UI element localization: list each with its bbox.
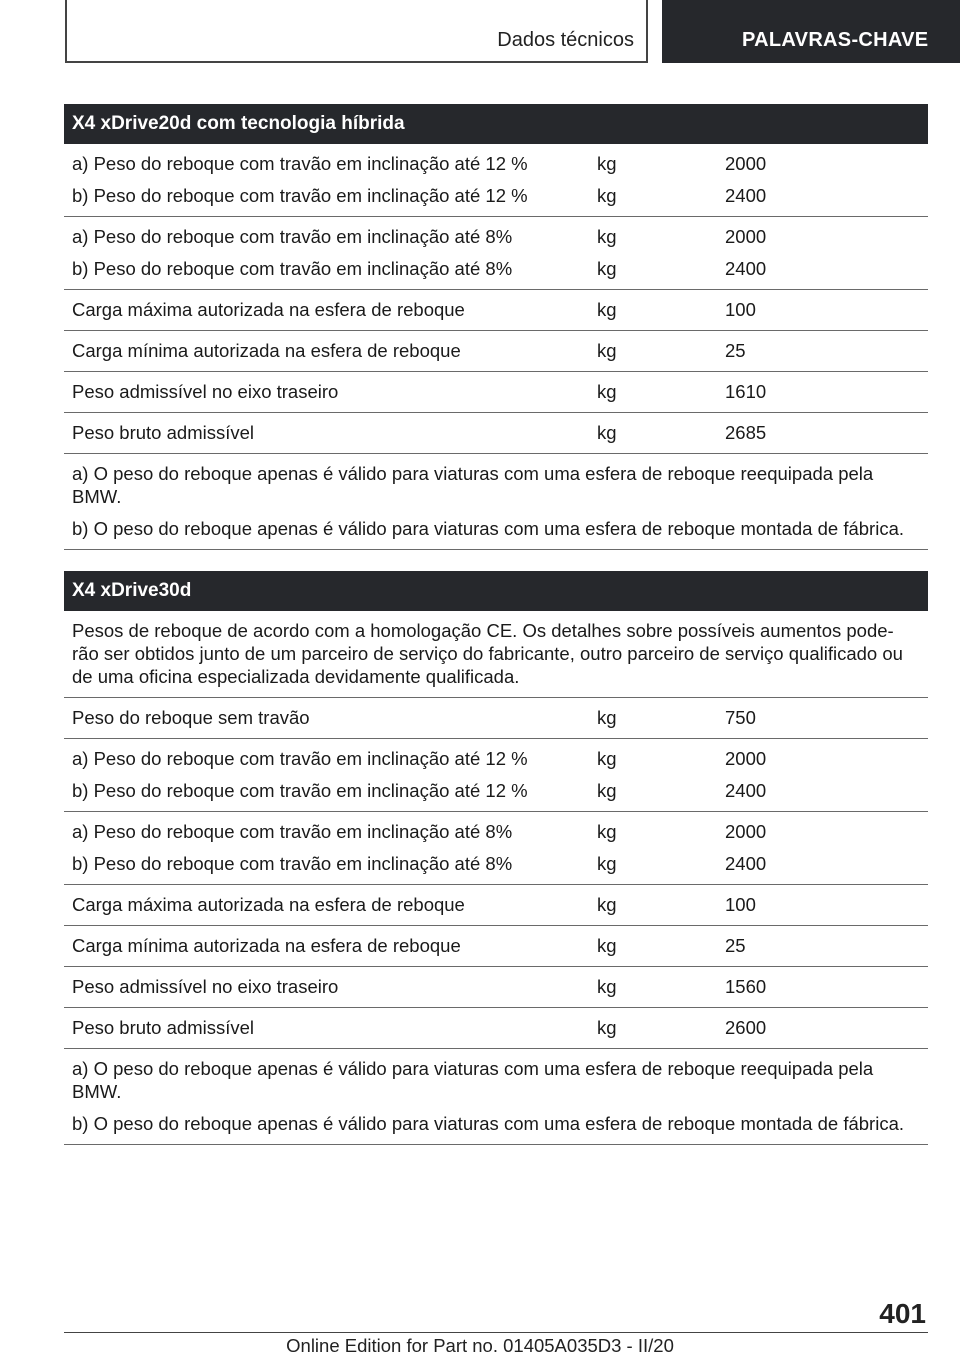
row-label: Peso bruto admissível xyxy=(72,422,255,443)
section-title: X4 xDrive30d xyxy=(64,571,928,611)
row-label: Carga máxima autorizada na esfera de reboque xyxy=(72,299,465,320)
row-value: 2685 xyxy=(725,422,767,443)
table-line xyxy=(64,893,928,916)
table-line xyxy=(64,934,928,957)
row-value: 2000 xyxy=(725,226,767,247)
header-title: Dados técnicos xyxy=(497,29,634,51)
row-value: 25 xyxy=(725,340,746,361)
row-label: a) Peso do reboque com travão em inclinação até 12 % xyxy=(72,153,528,174)
row-label: Peso admissível no eixo traseiro xyxy=(72,381,339,402)
footer-divider xyxy=(64,1332,928,1333)
row-label: Carga máxima autorizada na esfera de reboque xyxy=(72,894,465,915)
table-row xyxy=(64,926,928,967)
row-value: 2000 xyxy=(725,748,767,769)
table-row xyxy=(64,331,928,372)
footnotes xyxy=(64,1049,928,1145)
table-line xyxy=(64,852,928,875)
row-unit: kg xyxy=(597,707,617,728)
row-label: Peso bruto admissível xyxy=(72,1017,255,1038)
row-unit: kg xyxy=(597,422,617,443)
row-value: 2000 xyxy=(725,821,767,842)
table-row xyxy=(64,812,928,885)
row-value: 2400 xyxy=(725,185,767,206)
table-row xyxy=(64,372,928,413)
row-value: 2000 xyxy=(725,153,767,174)
table-line xyxy=(64,152,928,175)
row-label: b) Peso do reboque com travão em inclinação até 12 % xyxy=(72,780,528,801)
table-row xyxy=(64,967,928,1008)
row-unit: kg xyxy=(597,894,617,915)
keywords-tab-label: PALAVRAS-CHAVE xyxy=(742,29,929,51)
row-unit: kg xyxy=(597,258,617,279)
table-line xyxy=(64,706,928,729)
row-value: 2400 xyxy=(725,780,767,801)
table-row xyxy=(64,217,928,290)
table-line xyxy=(64,257,928,280)
row-label: a) Peso do reboque com travão em inclinação até 8% xyxy=(72,821,513,842)
row-value: 2400 xyxy=(725,258,767,279)
table-line xyxy=(64,298,928,321)
row-label: Peso admissível no eixo traseiro xyxy=(72,976,339,997)
row-value: 1560 xyxy=(725,976,767,997)
section-intro: Pesos de reboque de acordo com a homologação CE. Os detalhes sobre possíveis aumentos pode‐ rão ser obtidos junto de um parceiro de serviço do fabricante, outro parceiro de serviço qualificado ou de uma oficina especializada devidamente qualificada. xyxy=(64,611,928,698)
row-value: 750 xyxy=(725,707,756,728)
row-unit: kg xyxy=(597,853,617,874)
row-label: Peso do reboque sem travão xyxy=(72,707,310,728)
header-frame xyxy=(65,0,648,63)
footnote-a: a) O peso do reboque apenas é válido para viaturas com uma esfera de reboque reequipada pela BMW. xyxy=(72,1058,874,1102)
edition-footer: Online Edition for Part no. 01405A035D3 - II/20 xyxy=(286,1335,674,1356)
section-x4-xdrive20d xyxy=(64,104,928,550)
row-label: Carga mínima autorizada na esfera de reboque xyxy=(72,935,461,956)
table-line xyxy=(64,225,928,248)
row-unit: kg xyxy=(597,976,617,997)
row-value: 2600 xyxy=(725,1017,767,1038)
row-unit: kg xyxy=(597,821,617,842)
page-number: 401 xyxy=(879,1298,926,1329)
table-line xyxy=(64,975,928,998)
keywords-tab[interactable] xyxy=(662,0,960,63)
table-line xyxy=(64,1016,928,1039)
table-line xyxy=(64,747,928,770)
row-unit: kg xyxy=(597,748,617,769)
row-value: 1610 xyxy=(725,381,767,402)
table-line xyxy=(64,421,928,444)
table-row xyxy=(64,885,928,926)
row-value: 100 xyxy=(725,299,756,320)
row-unit: kg xyxy=(597,381,617,402)
row-unit: kg xyxy=(597,340,617,361)
row-label: b) Peso do reboque com travão em inclinação até 8% xyxy=(72,853,513,874)
row-label: b) Peso do reboque com travão em inclinação até 12 % xyxy=(72,185,528,206)
row-value: 25 xyxy=(725,935,746,956)
row-label: a) Peso do reboque com travão em inclinação até 12 % xyxy=(72,748,528,769)
table-row xyxy=(64,739,928,812)
row-value: 2400 xyxy=(725,853,767,874)
table-line xyxy=(64,380,928,403)
table-line xyxy=(64,339,928,362)
row-unit: kg xyxy=(597,153,617,174)
section-x4-xdrive30d xyxy=(64,571,928,1145)
row-value: 100 xyxy=(725,894,756,915)
footnote-b: b) O peso do reboque apenas é válido para viaturas com uma esfera de reboque montada de fábrica. xyxy=(72,1113,904,1134)
row-label: a) Peso do reboque com travão em inclinação até 8% xyxy=(72,226,513,247)
table-line xyxy=(64,184,928,207)
footnote-a: a) O peso do reboque apenas é válido para viaturas com uma esfera de reboque reequipada pela BMW. xyxy=(72,463,874,507)
table-row xyxy=(64,290,928,331)
row-unit: kg xyxy=(597,299,617,320)
table-row xyxy=(64,1008,928,1049)
row-unit: kg xyxy=(597,185,617,206)
row-unit: kg xyxy=(597,780,617,801)
row-unit: kg xyxy=(597,1017,617,1038)
row-label: Carga mínima autorizada na esfera de reboque xyxy=(72,340,461,361)
table-row xyxy=(64,144,928,217)
row-unit: kg xyxy=(597,226,617,247)
table-row xyxy=(64,413,928,454)
footnotes xyxy=(64,454,928,550)
table-row xyxy=(64,698,928,739)
section-title: X4 xDrive20d com tecnologia híbrida xyxy=(64,104,928,144)
table-line xyxy=(64,779,928,802)
row-label: b) Peso do reboque com travão em inclinação até 8% xyxy=(72,258,513,279)
row-unit: kg xyxy=(597,935,617,956)
footnote-b: b) O peso do reboque apenas é válido para viaturas com uma esfera de reboque montada de fábrica. xyxy=(72,518,904,539)
table-line xyxy=(64,820,928,843)
